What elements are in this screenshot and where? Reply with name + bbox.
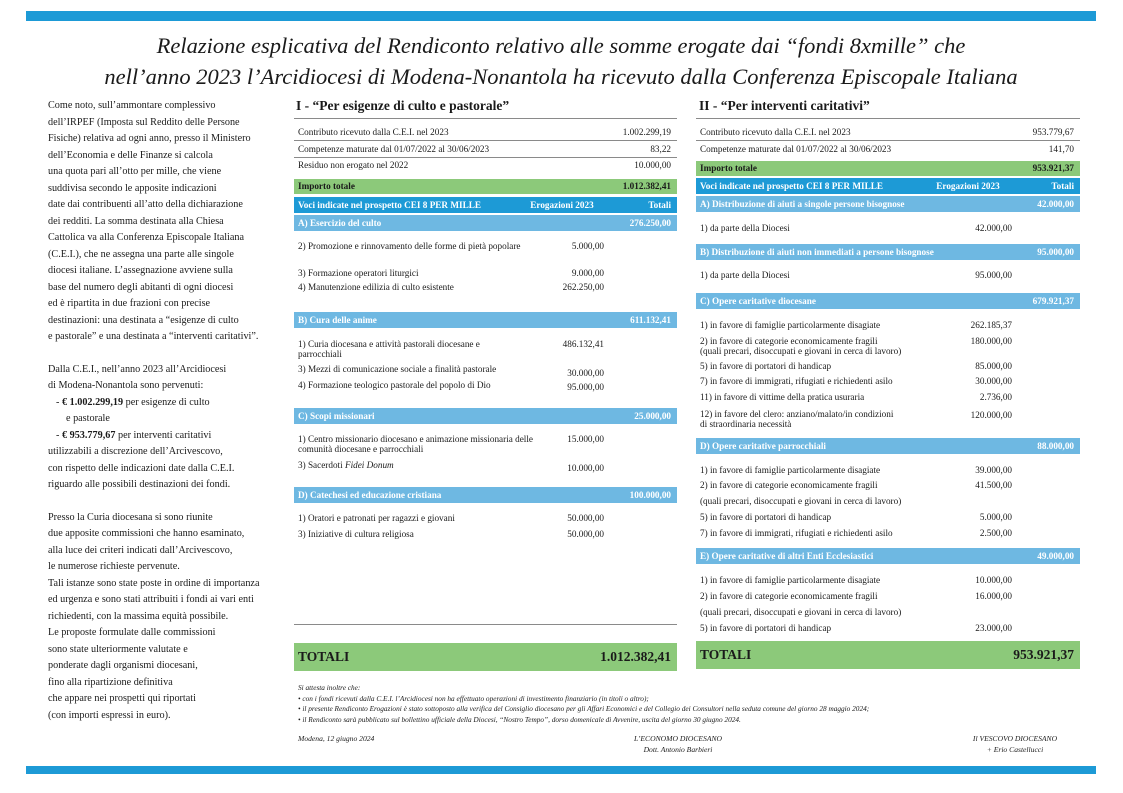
summary-row xyxy=(294,158,677,172)
item-amount: 10.000,00 xyxy=(975,575,1012,585)
list-item xyxy=(298,364,604,378)
header-totali: Totali xyxy=(1051,181,1074,191)
summary-value: 953.779,67 xyxy=(1032,127,1074,137)
list-item xyxy=(700,270,1012,280)
item-amount: 5.000,00 xyxy=(571,241,604,251)
text-line: destinazioni: una destinata a “esigenze di culto xyxy=(48,314,239,326)
item-amount: 85.000,00 xyxy=(975,361,1012,371)
summary-label: Contributo ricevuto dalla C.E.I. nel 2023 xyxy=(298,127,449,137)
item-text: 7) in favore di immigrati, rifugiati e richiedenti asilo xyxy=(700,376,893,386)
summary-row xyxy=(294,125,677,139)
list-item xyxy=(700,480,1012,490)
text-line: (con importi espressi in euro). xyxy=(48,709,171,721)
vescovo-name: + Erio Castellucci xyxy=(986,744,1044,754)
item-amount: 180.000,00 xyxy=(970,336,1012,346)
item-text: 1) Centro missionario diocesano e animazione missionaria delle comunità diocesane e parrocchiali xyxy=(298,434,533,454)
item-text: 3) Formazione operatori liturgici xyxy=(298,268,419,278)
amount-culto: € 1.002.299,19 xyxy=(61,396,124,408)
text-line: ed è ripartita in due frazioni con precise xyxy=(48,298,211,309)
item-amount: 262.185,37 xyxy=(970,320,1012,330)
text-fragment: per esigenze di culto xyxy=(125,396,210,408)
item-amount: 30.000,00 xyxy=(567,368,604,378)
list-item xyxy=(700,575,1012,585)
text-line: Dalla C.E.I., nell’anno 2023 all’Arcidiocesi xyxy=(48,363,227,375)
item-text: 2) in favore di categorie economicamente fragili xyxy=(700,336,878,346)
note-bullet: • il presente Rendiconto Erogazioni è stato sottoposto alla verifica del Consiglio diocesano per gli Affari Economici e del Collegio dei Consultori nella seduta comune del giorno 28 maggio 2024; xyxy=(298,704,870,713)
section-label: D) Opere caritative parrocchiali xyxy=(700,441,826,451)
item-text: 12) in favore del clero: anziano/malato/in condizioni xyxy=(700,409,894,419)
text-line: con rispetto delle indicazioni date dalla C.E.I. xyxy=(48,462,235,474)
list-item xyxy=(700,223,1012,233)
list-item xyxy=(700,528,1012,538)
list-item xyxy=(700,465,1012,475)
text-line: Cattolica va alla Conferenza Episcopale Italiana xyxy=(48,232,245,243)
section-total: 42.000,00 xyxy=(1037,199,1074,209)
bottom-bar xyxy=(26,766,1096,774)
list-item xyxy=(700,409,1012,429)
section-label: C) Opere caritative diocesane xyxy=(700,296,816,306)
section-header xyxy=(696,438,1080,454)
section-header xyxy=(294,408,677,424)
table-caritativi xyxy=(696,0,1080,680)
summary-value: 83,22 xyxy=(650,144,671,154)
amount-culto-line: - € 1.002.299,19 per esigenze di culto xyxy=(56,396,210,408)
importo-totale-row xyxy=(294,179,677,194)
item-amount: 262.250,00 xyxy=(562,282,604,292)
text-line: suddivisa secondo le apposite indicazioni xyxy=(48,182,217,194)
summary-value: 10.000,00 xyxy=(634,160,671,170)
text-line: dei redditi. La somma destinata alla Chiesa xyxy=(48,215,224,227)
header-erogazioni: Erogazioni 2023 xyxy=(936,181,1000,191)
item-amount: 486.132,41 xyxy=(562,339,604,349)
totali-label: TOTALI xyxy=(298,649,350,664)
item-text: 1) Oratori e patronati per ragazzi e giovani xyxy=(298,513,455,523)
list-item xyxy=(700,376,1012,386)
text-line: diocesi italiane. L’assegnazione avviene sulla xyxy=(48,265,233,276)
section-label: B) Cura delle anime xyxy=(298,315,377,325)
section-title-caritativi: II - “Per interventi caritativi” xyxy=(699,98,870,113)
item-amount: 10.000,00 xyxy=(567,463,604,473)
item-amount: 2.500,00 xyxy=(979,528,1012,538)
text-line: utilizzabili a discrezione dell’Arcivescovo, xyxy=(48,446,223,457)
section-total: 100.000,00 xyxy=(629,490,671,500)
list-item xyxy=(700,591,1012,601)
list-item xyxy=(700,496,1000,506)
totali-value: 1.012.382,41 xyxy=(600,649,671,664)
signature-vescovo xyxy=(945,734,1085,755)
list-item xyxy=(700,336,1012,356)
economo-role: L’ECONOMO DIOCESANO xyxy=(633,734,723,743)
list-item xyxy=(700,392,1012,402)
section-title-culto: I - “Per esigenze di culto e pastorale” xyxy=(296,98,510,113)
amount-caritativi-line: - € 953.779,67 per interventi caritativi xyxy=(56,429,212,441)
text-line: (C.E.I.), che ne assegna una parte alle singole xyxy=(48,248,234,260)
text-line: base del numero degli abitanti di ogni diocesi xyxy=(48,281,234,293)
item-text: 2) in favore di categorie economicamente fragili xyxy=(700,480,878,490)
summary-value: 141,70 xyxy=(1048,144,1074,154)
vescovo-role: Il VESCOVO DIOCESANO xyxy=(972,734,1058,743)
item-text: 2) in favore di categorie economicamente fragili xyxy=(700,591,878,601)
title-line-2: nell’anno 2023 l’Arcidiocesi di Modena-Nonantola ha ricevuto dalla Conferenza Episcopale Italiana xyxy=(104,64,1018,89)
text-line: Fisiche) relativa ad ogni anno, presso il Ministero xyxy=(48,133,251,144)
item-amount: 23.000,00 xyxy=(975,623,1012,633)
item-text xyxy=(298,460,558,470)
note-bullet: • con i fondi ricevuti dalla C.E.I. l’Arcidiocesi non ha effettuato operazioni di investimento finanziario (in titoli o altro); xyxy=(298,693,649,703)
text-line: che appare nei prospetti qui riportati xyxy=(48,693,196,704)
notes xyxy=(298,683,1088,725)
item-text: 1) Curia diocesana e attività pastorali diocesane e parrocchiali xyxy=(298,339,480,359)
divider xyxy=(294,118,677,119)
item-amount: 9.000,00 xyxy=(571,268,604,278)
item-amount: 95.000,00 xyxy=(567,382,604,392)
text-fragment: 3) Sacerdoti xyxy=(298,460,345,470)
text-line: due apposite commissioni che hanno esaminato, xyxy=(48,528,245,539)
section-header xyxy=(696,293,1080,309)
list-item xyxy=(298,380,604,392)
text-line: fino alla ripartizione definitiva xyxy=(48,676,173,688)
text-line: date dai contribuenti all’atto della dichiarazione xyxy=(48,199,243,210)
list-item xyxy=(298,513,604,523)
text-line: Presso la Curia diocesana si sono riunite xyxy=(48,511,213,523)
item-text: (quali precari, disoccupati e giovani in cerca di lavoro) xyxy=(700,607,902,617)
section-total: 611.132,41 xyxy=(630,315,671,325)
list-item xyxy=(700,320,1012,330)
text-line: richiedenti, con la massima equità possibile. xyxy=(48,610,229,622)
notes-intro: Si attesta inoltre che: xyxy=(298,683,361,692)
text-line: le numerose richieste pervenute. xyxy=(48,561,180,572)
header-erogazioni: Erogazioni 2023 xyxy=(530,200,594,210)
text-line: dell’Economia e delle Finanze si calcola xyxy=(48,149,213,161)
intro-paragraph-1 xyxy=(48,98,283,346)
item-amount: 2.736,00 xyxy=(979,392,1012,402)
importo-totale-row xyxy=(696,161,1080,176)
summary-row xyxy=(696,125,1080,139)
item-amount: 50.000,00 xyxy=(567,513,604,523)
divider xyxy=(294,624,677,625)
item-text: 1) da parte della Diocesi xyxy=(700,223,790,233)
list-item xyxy=(298,434,604,454)
section-label: B) Distribuzione di aiuti non immediati a persone bisognose xyxy=(700,247,934,257)
item-text: 5) in favore di portatori di handicap xyxy=(700,623,832,633)
item-text: (quali precari, disoccupati e giovani in cerca di lavoro) xyxy=(700,346,902,356)
section-header xyxy=(696,244,1080,260)
summary-label: Contributo ricevuto dalla C.E.I. nel 2023 xyxy=(700,127,851,137)
item-text: (quali precari, disoccupati e giovani in cerca di lavoro) xyxy=(700,496,902,506)
text-line: sono state ulteriormente valutate e xyxy=(48,643,188,655)
item-amount: 95.000,00 xyxy=(975,270,1012,280)
summary-label: Competenze maturate dal 01/07/2022 al 30/06/2023 xyxy=(298,144,490,154)
list-item xyxy=(700,607,1000,617)
item-text: 1) in favore di famiglie particolarmente disagiate xyxy=(700,465,881,475)
item-text: 5) in favore di portatori di handicap xyxy=(700,361,832,371)
item-amount: 120.000,00 xyxy=(970,410,1012,420)
item-text: 4) Formazione teologico pastorale del popolo di Dio xyxy=(298,380,491,390)
text-line: e pastorale” e una destinata a “interventi caritativi”. xyxy=(48,331,259,342)
section-label: C) Scopi missionari xyxy=(298,411,375,421)
item-amount: 42.000,00 xyxy=(975,223,1012,233)
intro-paragraph-3 xyxy=(48,510,283,725)
item-text: 4) Manutenzione edilizia di culto esistente xyxy=(298,282,454,292)
summary-label: Competenze maturate dal 01/07/2022 al 30/06/2023 xyxy=(700,144,892,154)
header-voci: Voci indicate nel prospetto CEI 8 PER MILLE xyxy=(700,181,883,191)
section-header xyxy=(696,548,1080,564)
list-item xyxy=(298,282,604,292)
section-label: A) Distribuzione di aiuti a singole persone bisognose xyxy=(700,199,905,209)
totali-value: 953.921,37 xyxy=(1013,647,1074,662)
text-line: riguardo alle possibili destinazioni dei fondi. xyxy=(48,479,231,490)
item-amount: 39.000,00 xyxy=(975,465,1012,475)
section-header xyxy=(696,196,1080,212)
section-label: A) Esercizio del culto xyxy=(298,218,382,228)
amount-caritativi: € 953.779,67 xyxy=(61,429,116,441)
item-text: 2) Promozione e rinnovamento delle forme di pietà popolare xyxy=(298,241,521,251)
item-text: 7) in favore di immigrati, rifugiati e richiedenti asilo xyxy=(700,528,893,538)
divider xyxy=(696,118,1080,119)
header-voci: Voci indicate nel prospetto CEI 8 PER MILLE xyxy=(298,200,481,210)
title-line-1: Relazione esplicativa del Rendiconto relativo alle somme erogate dai “fondi 8xmille” che xyxy=(156,33,966,58)
intro-text xyxy=(48,98,283,740)
section-total: 276.250,00 xyxy=(629,218,671,228)
list-item xyxy=(298,339,604,359)
list-item xyxy=(298,268,604,278)
item-text: 11) in favore di vittime della pratica usuraria xyxy=(700,392,865,402)
item-amount: 16.000,00 xyxy=(975,591,1012,601)
importo-totale-value: 953.921,37 xyxy=(1032,163,1074,173)
text-line: Come noto, sull’ammontare complessivo xyxy=(48,100,216,111)
item-text: 1) in favore di famiglie particolarmente disagiate xyxy=(700,320,881,330)
list-item xyxy=(298,529,604,539)
list-item xyxy=(298,241,604,251)
divider xyxy=(294,140,677,141)
summary-row xyxy=(294,142,677,156)
item-text: 1) in favore di famiglie particolarmente disagiate xyxy=(700,575,881,585)
summary-label: Residuo non erogato nel 2022 xyxy=(298,160,409,170)
table-header xyxy=(696,178,1080,194)
text-fragment-italic: Fidei Donum xyxy=(344,460,394,470)
item-amount: 15.000,00 xyxy=(567,434,604,444)
section-header xyxy=(294,487,677,503)
text-line: e pastorale xyxy=(66,413,110,424)
section-label: D) Catechesi ed educazione cristiana xyxy=(298,490,442,500)
summary-value: 1.002.299,19 xyxy=(622,127,671,137)
economo-name: Dott. Antonio Barbieri xyxy=(643,744,713,754)
item-amount: 30.000,00 xyxy=(975,376,1012,386)
note-bullet: • il Rendiconto sarà pubblicato sul bollettino ufficiale della Diocesi, “Nostro Tempo”, dorso domenicale di Avvenire, uscita del giorno 30 giugno 2024. xyxy=(298,714,741,724)
section-header xyxy=(294,215,677,231)
importo-totale-label: Importo totale xyxy=(700,163,757,173)
list-item xyxy=(700,623,1012,633)
section-total: 25.000,00 xyxy=(634,411,671,421)
header-totali: Totali xyxy=(648,200,671,210)
list-item xyxy=(700,361,1012,371)
text-line: Tali istanze sono state poste in ordine di importanza xyxy=(48,577,260,589)
importo-totale-value: 1.012.382,41 xyxy=(622,181,671,191)
item-amount: 50.000,00 xyxy=(567,529,604,539)
table-header xyxy=(294,197,677,213)
text-line: alla luce dei criteri indicati dall’Arcivescovo, xyxy=(48,544,233,556)
intro-paragraph-2 xyxy=(48,362,283,494)
totali-row xyxy=(696,641,1080,669)
text-fragment: per interventi caritativi xyxy=(117,429,212,441)
list-item xyxy=(700,512,1012,522)
text-line: Le proposte formulate dalle commissioni xyxy=(48,627,216,638)
section-header xyxy=(294,312,677,328)
item-text: 5) in favore di portatori di handicap xyxy=(700,512,832,522)
item-text: 3) Iniziative di cultura religiosa xyxy=(298,529,414,539)
place-date: Modena, 12 giugno 2024 xyxy=(298,734,375,743)
totali-label: TOTALI xyxy=(700,647,752,662)
section-total: 49.000,00 xyxy=(1037,551,1074,561)
item-amount: 41.500,00 xyxy=(975,480,1012,490)
text-line: ponderate dagli organismi diocesani, xyxy=(48,660,198,671)
totali-row xyxy=(294,643,677,671)
importo-totale-label: Importo totale xyxy=(298,181,355,191)
section-total: 95.000,00 xyxy=(1037,247,1074,257)
item-amount: 5.000,00 xyxy=(979,512,1012,522)
item-text: di straordinaria necessità xyxy=(700,419,792,429)
section-total: 679.921,37 xyxy=(1032,296,1074,306)
list-item xyxy=(298,460,604,473)
text-line: una quota pari all’otto per mille, che viene xyxy=(48,166,222,177)
signature-economo xyxy=(608,734,748,755)
text-line: dell’IRPEF (Imposta sul Reddito delle Persone xyxy=(48,116,240,128)
text-line: di Modena-Nonantola sono pervenuti: xyxy=(48,380,204,391)
divider xyxy=(696,140,1080,141)
item-text: 3) Mezzi di comunicazione sociale a finalità pastorale xyxy=(298,364,497,374)
item-text: 1) da parte della Diocesi xyxy=(700,270,790,280)
table-culto xyxy=(294,0,677,680)
summary-row xyxy=(696,142,1080,156)
text-line: ed urgenza e sono stati attribuiti i fondi ai vari enti xyxy=(48,594,254,605)
section-total: 88.000,00 xyxy=(1037,441,1074,451)
section-label: E) Opere caritative di altri Enti Ecclesiastici xyxy=(700,551,874,561)
